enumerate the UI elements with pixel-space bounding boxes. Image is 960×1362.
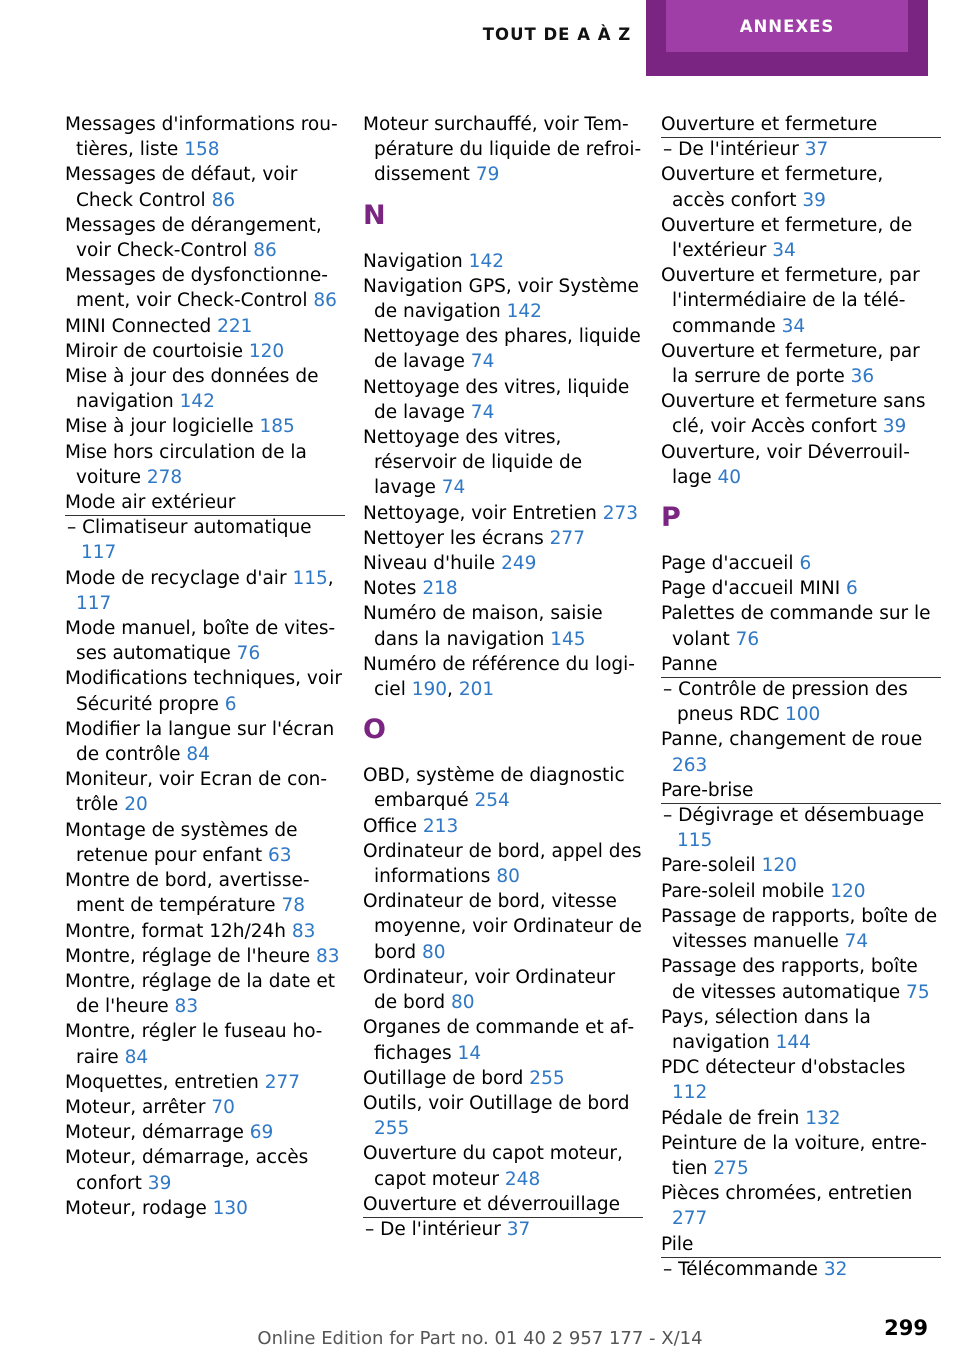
entry-text: Montre, format 12h/24h: [65, 920, 286, 942]
page-reference-link[interactable]: 218: [422, 578, 458, 600]
page-reference-link[interactable]: 275: [713, 1157, 749, 1179]
entry-text: Messages d'informations routières, liste: [65, 114, 338, 161]
index-entry: [65, 314, 345, 339]
page-reference-link[interactable]: 74: [844, 931, 869, 953]
page-reference-link[interactable]: 278: [146, 466, 183, 488]
entry-text: Mise hors circulation de la voiture: [65, 441, 307, 488]
entry-text: PDC détecteur d'obstacles: [661, 1057, 906, 1079]
page-number: 299: [884, 1316, 928, 1340]
index-column-2: [363, 112, 643, 1242]
page-reference-link[interactable]: 6: [224, 693, 237, 715]
edition-footer: Online Edition for Part no. 01 40 2 957 177 - X/14: [257, 1328, 703, 1349]
index-entry: [363, 1192, 643, 1217]
index-entry: Numéro de référence du logiciel 190, 201: [363, 653, 635, 701]
entry-text: Montre de bord, avertissement de température: [65, 870, 310, 917]
page-reference-link[interactable]: 277: [264, 1071, 301, 1093]
page-reference-link[interactable]: 79: [475, 164, 500, 186]
index-entry: [661, 1232, 941, 1257]
index-entry: [363, 112, 643, 188]
page-reference-link[interactable]: 39: [147, 1172, 172, 1194]
entry-text: Montre, régler le fuseau horaire: [65, 1021, 323, 1068]
page-reference-link[interactable]: 115: [677, 830, 713, 852]
entry-text: Télécommande: [678, 1258, 818, 1280]
page-reference-link[interactable]: 201: [458, 679, 495, 701]
entry-text: Ouverture, voir Déverrouillage: [661, 441, 910, 488]
entry-text: Ouverture et fermeture sans clé, voir Accès confort: [661, 391, 926, 438]
index-entry: [363, 763, 643, 813]
entry-text: Outillage de bord: [363, 1067, 524, 1089]
index-entry: [363, 375, 643, 425]
page-reference-link[interactable]: 39: [802, 189, 826, 211]
index-entry: [661, 778, 941, 803]
entry-text: Montre, réglage de l'heure: [65, 945, 311, 967]
page-reference-link[interactable]: 142: [179, 391, 215, 413]
index-entry: [661, 1055, 941, 1105]
index-entry: [363, 249, 643, 274]
entry-text: Navigation: [363, 250, 463, 272]
entry-text: Organes de commande et affichages: [363, 1017, 635, 1064]
entry-text: Ouverture et fermeture, par la serrure de porte: [661, 340, 920, 388]
index-entry: [661, 339, 941, 389]
entry-text: Pièces chromées, entretien: [661, 1183, 913, 1205]
entry-text: Modifier la langue sur l'écran de contrôle: [65, 718, 335, 766]
entry-text: Niveau d'huile: [363, 553, 496, 575]
index-entry: [65, 1070, 345, 1095]
page-header: [0, 0, 960, 76]
index-entry: [363, 551, 643, 576]
index-entry: [65, 440, 345, 490]
entry-text: Pédale de frein: [661, 1107, 800, 1129]
entry-text: Ouverture et fermeture: [661, 114, 878, 135]
index-entry: [661, 389, 941, 439]
index-entry: [363, 526, 643, 551]
index-entry: [65, 213, 345, 263]
entry-text: Palettes de commande sur le volant: [661, 603, 931, 650]
index-entry: [65, 868, 345, 918]
index-entry: [65, 818, 345, 868]
chapter-tab: [646, 0, 928, 76]
page-reference-link[interactable]: 74: [441, 477, 466, 499]
entry-text: Pays, sélection dans la navigation: [661, 1006, 871, 1053]
index-subentry: [661, 137, 941, 162]
page-reference-link[interactable]: 142: [468, 250, 504, 272]
entry-text: Nettoyage des phares, liquide de lavage: [363, 326, 641, 373]
entry-text: Notes: [363, 578, 417, 600]
index-entry: [65, 339, 345, 364]
entry-text: Ouverture et fermeture, de l'extérieur: [661, 214, 913, 262]
page-reference-link[interactable]: 255: [529, 1067, 565, 1089]
page-reference-link[interactable]: 80: [450, 992, 475, 1014]
page-reference-link[interactable]: 83: [315, 945, 340, 967]
entry-text: Passage de rapports, boîte de vitesses manuelle: [661, 905, 938, 953]
page-reference-link[interactable]: 142: [506, 301, 542, 323]
subentry-dash: –: [663, 805, 679, 827]
page-reference-link[interactable]: 74: [470, 351, 495, 373]
index-subentry: [661, 1257, 941, 1282]
page-reference-link[interactable]: 112: [672, 1082, 708, 1104]
entry-text: Ouverture et fermeture, par l'intermédiaire de la télécommande: [661, 265, 920, 337]
entry-text: Moquettes, entretien: [65, 1071, 259, 1093]
entry-text: Ordinateur, voir Ordinateur de bord: [363, 966, 616, 1014]
index-entry: [65, 1196, 345, 1221]
page-reference-link[interactable]: 80: [421, 941, 446, 963]
entry-text: Moteur, rodage: [65, 1197, 207, 1219]
index-entry: [363, 814, 643, 839]
entry-text: Messages de dysfonctionnement, voir Check-Control: [65, 265, 328, 312]
index-entry: [65, 767, 345, 817]
index-entry: [65, 616, 345, 666]
index-entry: [661, 576, 941, 601]
entry-text: Numéro de référence du logiciel: [363, 653, 635, 701]
index-entry: [65, 490, 345, 515]
page-reference-link[interactable]: 76: [735, 628, 760, 650]
page-reference-link[interactable]: 6: [846, 578, 858, 600]
subentry-dash: –: [365, 1218, 381, 1240]
page-reference-link[interactable]: 132: [805, 1107, 841, 1129]
entry-text: Panne: [661, 653, 718, 675]
index-entry: [65, 364, 345, 414]
index-entry: [363, 889, 643, 965]
index-entry: [363, 1015, 643, 1065]
entry-text: De l'intérieur: [678, 139, 799, 161]
page-reference-link[interactable]: 84: [124, 1046, 149, 1068]
index-entry: [661, 551, 941, 576]
page-reference-link[interactable]: 74: [470, 401, 495, 423]
page-reference-link[interactable]: 273: [602, 502, 639, 524]
index-entry: [661, 954, 941, 1004]
page-reference-link[interactable]: 34: [772, 240, 796, 262]
index-entry: [65, 944, 345, 969]
entry-text: Outils, voir Outillage de bord: [363, 1092, 630, 1114]
page-reference-link[interactable]: 158: [184, 139, 220, 161]
index-entry: [65, 162, 345, 212]
entry-text: Ordinateur de bord, vitesse moyenne, voir Ordinateur de bord: [363, 891, 642, 963]
entry-text: Pare-brise: [661, 779, 754, 801]
index-subentry: [65, 515, 345, 565]
index-entry: [65, 1019, 345, 1069]
index-entry: [65, 1095, 345, 1120]
index-entry: [661, 879, 941, 904]
page-reference-link[interactable]: 117: [81, 542, 117, 564]
index-entry: [363, 1091, 643, 1141]
index-entry: [65, 1145, 345, 1195]
index-entry: [65, 263, 345, 313]
section-tab-label: TOUT DE A À Z: [482, 24, 632, 44]
entry-text: Page d'accueil: [661, 553, 794, 575]
page-reference-link[interactable]: 254: [474, 790, 510, 812]
entry-text: Navigation GPS, voir Système de navigation: [363, 275, 639, 323]
index-entry: [661, 112, 941, 137]
page-reference-link[interactable]: 221: [217, 315, 253, 337]
page-reference-link[interactable]: 37: [804, 139, 829, 161]
entry-text: Modifications techniques, voir Sécurité propre: [65, 668, 342, 715]
page-reference-link[interactable]: 70: [211, 1096, 235, 1118]
index-entry: [65, 969, 345, 1019]
page-reference-link[interactable]: 86: [211, 189, 236, 211]
entry-text: Ouverture et déverrouillage: [363, 1193, 621, 1215]
entry-text: Messages de dérangement, voir Check-Control: [65, 214, 322, 262]
index-entry: [65, 919, 345, 944]
subentry-dash: –: [67, 517, 83, 539]
page-reference-link[interactable]: 213: [422, 815, 459, 837]
page-reference-link[interactable]: 69: [249, 1122, 274, 1144]
page-reference-link[interactable]: 263: [672, 754, 708, 776]
page-reference-link[interactable]: 249: [501, 553, 537, 575]
entry-text: Passage des rapports, boîte de vitesses automatique: [661, 956, 918, 1003]
page-reference-link[interactable]: 14: [457, 1042, 482, 1064]
entry-text: Mise à jour des données de navigation: [65, 366, 319, 413]
entry-text: Moteur, démarrage: [65, 1122, 244, 1144]
page-reference-link[interactable]: 115: [292, 567, 328, 589]
entry-text: Nettoyage des vitres, réservoir de liquide de lavage: [363, 427, 583, 499]
entry-text: OBD, système de diagnostic embarqué: [363, 765, 625, 812]
index-subentry: [661, 803, 941, 853]
index-entry: [661, 727, 941, 777]
index-entry: [661, 213, 941, 263]
entry-text: Moteur, démarrage, accès confort: [65, 1147, 309, 1194]
page-reference-link[interactable]: 6: [799, 553, 812, 575]
entry-text: Peinture de la voiture, entretien: [661, 1132, 927, 1179]
index-entry: [363, 425, 643, 501]
index-entry: [661, 904, 941, 954]
page-reference-link[interactable]: 40: [717, 466, 742, 488]
letter-heading: P: [661, 502, 681, 534]
subentry-dash: –: [663, 1258, 679, 1280]
entry-text: Numéro de maison, saisie dans la navigation: [363, 603, 603, 650]
entry-text: Mode air extérieur: [65, 492, 236, 514]
page-reference-link[interactable]: 20: [124, 794, 148, 816]
page-reference-link[interactable]: 76: [236, 643, 261, 665]
page-reference-link[interactable]: 117: [76, 592, 112, 614]
entry-text: Dégivrage et désembuage: [678, 805, 925, 827]
page-reference-link[interactable]: 36: [850, 366, 875, 388]
index-column-1: [65, 112, 345, 1221]
page-reference-link[interactable]: 32: [823, 1258, 848, 1280]
index-subentry: [363, 1217, 643, 1242]
index-entry: [661, 652, 941, 677]
entry-text: Moteur, arrêter: [65, 1096, 206, 1118]
index-entry: [661, 162, 941, 212]
entry-text: Miroir de courtoisie: [65, 340, 243, 362]
index-entry: [661, 1181, 941, 1231]
index-entry: [363, 324, 643, 374]
index-entry: [65, 1120, 345, 1145]
page-reference-link[interactable]: 80: [496, 866, 520, 888]
page-reference-link[interactable]: 120: [248, 340, 285, 362]
page-reference-link[interactable]: 84: [186, 744, 210, 766]
index-entry: [661, 853, 941, 878]
index-entry: [661, 440, 941, 490]
index-entry: [363, 274, 643, 324]
index-entry: [363, 965, 643, 1015]
entry-text: Panne, changement de roue: [661, 729, 923, 751]
page-reference-link[interactable]: 86: [313, 290, 337, 312]
entry-text: De l'intérieur: [380, 1218, 501, 1240]
page-reference-link[interactable]: 120: [830, 880, 866, 902]
letter-heading: N: [363, 199, 386, 231]
entry-text: Ouverture du capot moteur, capot moteur: [363, 1143, 623, 1190]
page-reference-link[interactable]: 190: [411, 679, 448, 701]
page-reference-link[interactable]: 78: [281, 895, 305, 917]
page-reference-link[interactable]: 248: [504, 1168, 541, 1190]
index-entry: [363, 501, 643, 526]
entry-text: Ouverture et fermeture, accès confort: [661, 164, 884, 211]
letter-heading: O: [363, 714, 386, 746]
index-entry: [363, 1066, 643, 1091]
entry-text: Page d'accueil MINI: [661, 578, 841, 600]
index-entry: [65, 717, 345, 767]
entry-text: Contrôle de pression des pneus RDC: [677, 679, 908, 726]
entry-text: Moteur surchauffé, voir Température du liquide de refroidissement: [363, 114, 642, 186]
index-entry: [65, 414, 345, 439]
page-reference-link[interactable]: 144: [775, 1031, 811, 1053]
index-entry: [363, 839, 643, 889]
page-reference-link[interactable]: 145: [550, 628, 586, 650]
entry-text: MINI Connected: [65, 315, 212, 337]
entry-text: Montage de systèmes de retenue pour enfant: [65, 819, 298, 866]
index-entry: [661, 1005, 941, 1055]
index-entry: [661, 1106, 941, 1131]
entry-text: Mode de recyclage d'air: [65, 567, 287, 589]
index-entry: [65, 666, 345, 716]
index-entry: [363, 1141, 643, 1191]
entry-text: Nettoyer les écrans: [363, 527, 544, 549]
index-entry: [363, 576, 643, 601]
index-entry: [65, 112, 345, 162]
entry-text: Pile: [661, 1233, 694, 1255]
index-subentry: [661, 677, 941, 727]
page-reference-link[interactable]: 37: [506, 1218, 531, 1240]
page-reference-link[interactable]: 83: [291, 920, 316, 942]
subentry-dash: –: [663, 679, 679, 701]
index-entry: [363, 601, 643, 651]
entry-text: Nettoyage, voir Entretien: [363, 502, 597, 524]
entry-text: Mode manuel, boîte de vitesses automatique: [65, 618, 336, 665]
page-reference-link[interactable]: 130: [212, 1197, 248, 1219]
page-reference-link[interactable]: 39: [882, 416, 907, 438]
index-entry: Mode de recyclage d'air 115, 117: [65, 567, 334, 614]
index-column-3: [661, 112, 941, 1282]
page-reference-link[interactable]: 63: [268, 844, 292, 866]
entry-text: Messages de défaut, voir Check Control: [65, 164, 298, 211]
index-entry: [661, 1131, 941, 1181]
entry-text: Office: [363, 815, 418, 837]
entry-text: Moniteur, voir Ecran de contrôle: [65, 769, 328, 816]
entry-text: Mise à jour logicielle: [65, 416, 254, 438]
page-reference-link[interactable]: 75: [906, 981, 930, 1003]
page-reference-link[interactable]: 277: [672, 1208, 708, 1230]
entry-text: Pare-soleil: [661, 855, 756, 877]
entry-text: Montre, réglage de la date et de l'heure: [65, 970, 336, 1018]
page-reference-link[interactable]: 277: [549, 527, 585, 549]
entry-text: Nettoyage des vitres, liquide de lavage: [363, 376, 630, 423]
index-entry: [661, 601, 941, 651]
chapter-tab-label: ANNEXES: [666, 0, 908, 52]
page-reference-link[interactable]: 185: [259, 416, 295, 438]
index-entry: [661, 263, 941, 339]
subentry-dash: –: [663, 139, 679, 161]
entry-text: Pare-soleil mobile: [661, 880, 825, 902]
entry-text: Ordinateur de bord, appel des informations: [363, 840, 642, 888]
page-reference-link[interactable]: 120: [761, 855, 797, 877]
page-reference-link[interactable]: 255: [374, 1118, 410, 1140]
page-reference-link[interactable]: 34: [781, 315, 806, 337]
entry-text: Climatiseur automatique: [82, 517, 312, 539]
page-reference-link[interactable]: 86: [253, 240, 277, 262]
page-reference-link[interactable]: 100: [785, 704, 821, 726]
page-reference-link[interactable]: 83: [174, 996, 199, 1018]
